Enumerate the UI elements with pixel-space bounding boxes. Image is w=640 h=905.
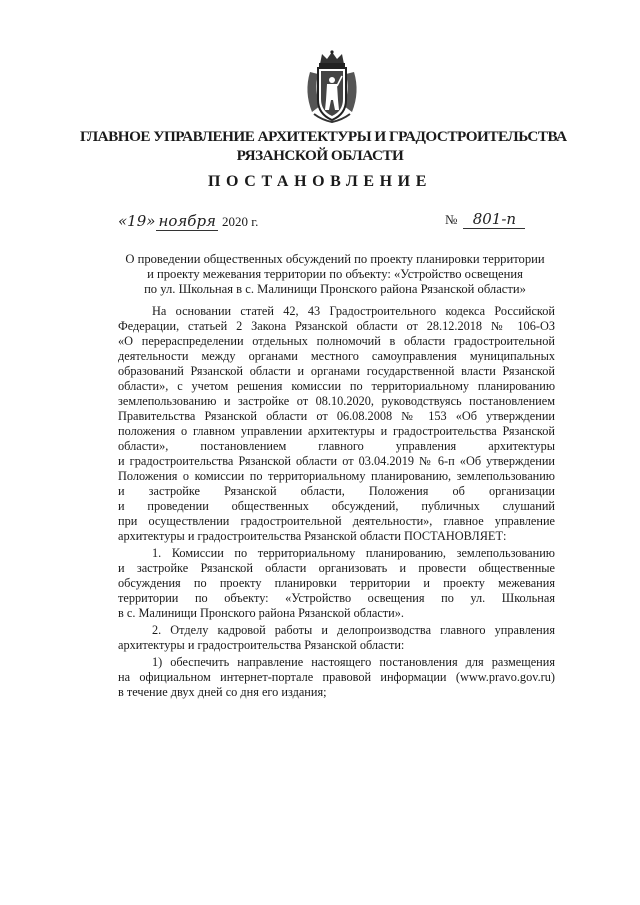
- body-line: Федерации, статьей 2 Закона Рязанской области от 28.12.2018 № 106-ОЗ: [118, 319, 555, 333]
- body-line: в течение двух дней со дня его издания;: [118, 685, 327, 699]
- body-line: и застройке Рязанской области, Положения об организации: [118, 484, 555, 498]
- body-line: деятельности между органами местного самоуправления муниципальных: [118, 349, 555, 363]
- document-date: [118, 212, 258, 231]
- body-line: в с. Малинищи Пронского района Рязанской области».: [118, 606, 404, 620]
- body-line: «О перераспределении отдельных полномочий в области градостроительной: [118, 334, 555, 348]
- body-line: архитектуры и градостроительства Рязанской области ПОСТАНОВЛЯЕТ:: [118, 529, 507, 543]
- date-year: 2020 г.: [222, 214, 259, 229]
- agency-name-line1: ГЛАВНОЕ УПРАВЛЕНИЕ АРХИТЕКТУРЫ И ГРАДОСТРОИТЕЛЬСТВА: [80, 128, 567, 145]
- body-line: 1. Комиссии по территориальному планированию, землепользованию: [152, 546, 555, 560]
- body-line: территории по объекту: «Устройство освещения по ул. Школьная: [118, 591, 555, 605]
- body-line: Положения о комиссии по территориальному планированию, землепользованию: [118, 469, 555, 483]
- subject-line: по ул. Школьная в с. Малинищи Пронского района Рязанской области»: [144, 282, 526, 296]
- body-line: образований Рязанской области и органами государственной власти Рязанской: [118, 364, 555, 378]
- body-line: области», постановлением главного управления архитектуры: [118, 439, 555, 453]
- body-line: на официальном интернет-портале правовой информации (www.pravo.gov.ru): [118, 670, 555, 684]
- date-day: «19»: [118, 212, 156, 230]
- body-line: положения о главном управлении архитектуры и градостроительства Рязанской: [118, 424, 555, 438]
- number-value: 801-п: [463, 210, 525, 229]
- body-line: обсуждения по проекту планировки территории и проекту межевания: [118, 576, 555, 590]
- subject-line: О проведении общественных обсуждений по проекту планировки территории: [125, 252, 545, 266]
- body-line: На основании статей 42, 43 Градостроительного кодекса Российской: [152, 304, 555, 318]
- body-line: области», с учетом решения комиссии по территориальному планированию: [118, 379, 555, 393]
- document-number: [445, 210, 525, 229]
- date-month: ноября: [158, 212, 216, 230]
- coat-of-arms-icon: [300, 50, 364, 124]
- body-line: и проведении общественных обсуждений, публичных слушаний: [118, 499, 555, 513]
- number-label: №: [445, 212, 458, 227]
- body-line: при осуществлении градостроительной деятельности», главное управление: [118, 514, 555, 528]
- body-line: землепользованию и застройке от 08.10.2020, руководствуясь постановлением: [118, 394, 555, 408]
- subject-line: и проекту межевания территории по объекту: «Устройство освещения: [147, 267, 523, 281]
- body-line: 2. Отделу кадровой работы и делопроизводства главного управления: [152, 623, 555, 637]
- body-line: Правительства Рязанской области от 06.08.2008 № 153 «Об утверждении: [118, 409, 555, 423]
- body-line: и градостроительства Рязанской области от 03.04.2019 № 6-п «Об утверждении: [118, 454, 555, 468]
- agency-name-line2: РЯЗАНСКОЙ ОБЛАСТИ: [236, 147, 404, 164]
- document-type-title: ПОСТАНОВЛЕНИЕ: [208, 173, 432, 190]
- body-line: 1) обеспечить направление настоящего постановления для размещения: [152, 655, 555, 669]
- body-line: и застройке Рязанской области организовать и провести общественные: [118, 561, 555, 575]
- body-line: архитектуры и градостроительства Рязанской области:: [118, 638, 405, 652]
